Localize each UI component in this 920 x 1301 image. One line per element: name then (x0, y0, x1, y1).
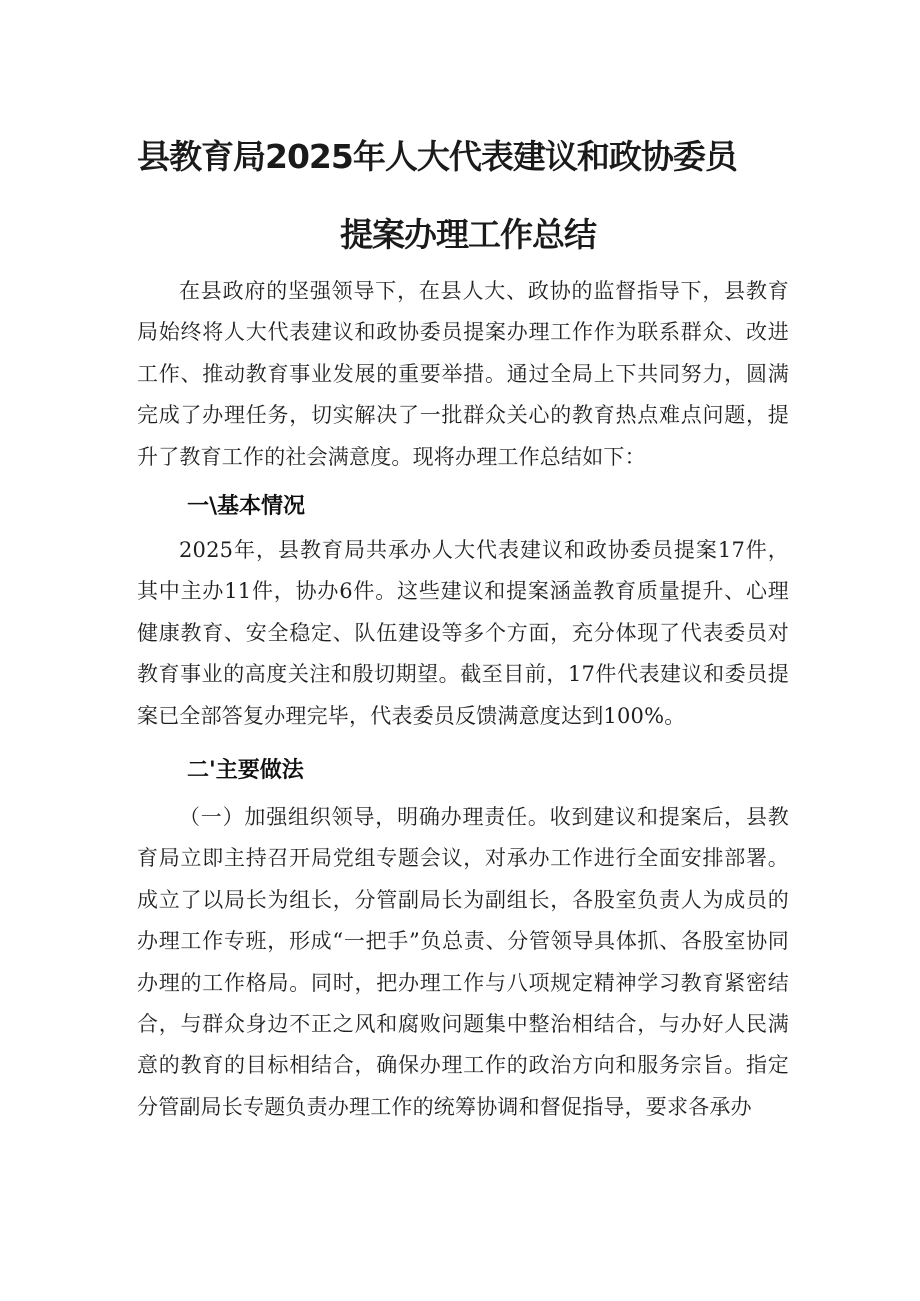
section-heading-basic-situation: 一\基本情况 (187, 494, 306, 519)
document-title-line-1: 县教育局2025年人大代表建议和政协委员 (137, 137, 737, 176)
main-practices-paragraph: （一）加强组织领导，明确办理责任。收到建议和提案后，县教育局立即主持召开局党组专题会议，对承办工作进行全面安排部署。成立了以局长为组长，分管副局长为副组长，各股室负责人为成员的办理工作专班，形成“一把手”负总责、分管领导具体抓、各股室协同办理的工作格局。同时，把办理工作与八项规定精神学习教育紧密结合，与群众身边不正之风和腐败问题集中整治相结合，与办好人民满意的教育的目标相结合，确保办理工作的政治方向和服务宗旨。指定分管副局长专题负责办理工作的统筹协调和督促指导，要求各承办 (137, 805, 789, 1119)
intro-paragraph: 在县政府的坚强领导下，在县人大、政协的监督指导下，县教育局始终将人大代表建议和政协委员提案办理工作作为联系群众、改进工作、推动教育事业发展的重要举措。通过全局上下共同努力，圆满完成了办理任务，切实解决了一批群众关心的教育热点难点问题，提升了教育工作的社会满意度。现将办理工作总结如下： (137, 279, 789, 469)
document-title-line-2: 提案办理工作总结 (340, 215, 596, 254)
section-heading-main-practices: 二'主要做法 (187, 758, 304, 783)
basic-situation-paragraph: 2025年，县教育局共承办人大代表建议和政协委员提案17件，其中主办11件，协办6件。这些建议和提案涵盖教育质量提升、心理健康教育、安全稳定、队伍建设等多个方面，充分体现了代表委员对教育事业的高度关注和殷切期望。截至目前，17件代表建议和委员提案已全部答复办理完毕，代表委员反馈满意度达到100%。 (137, 538, 789, 728)
